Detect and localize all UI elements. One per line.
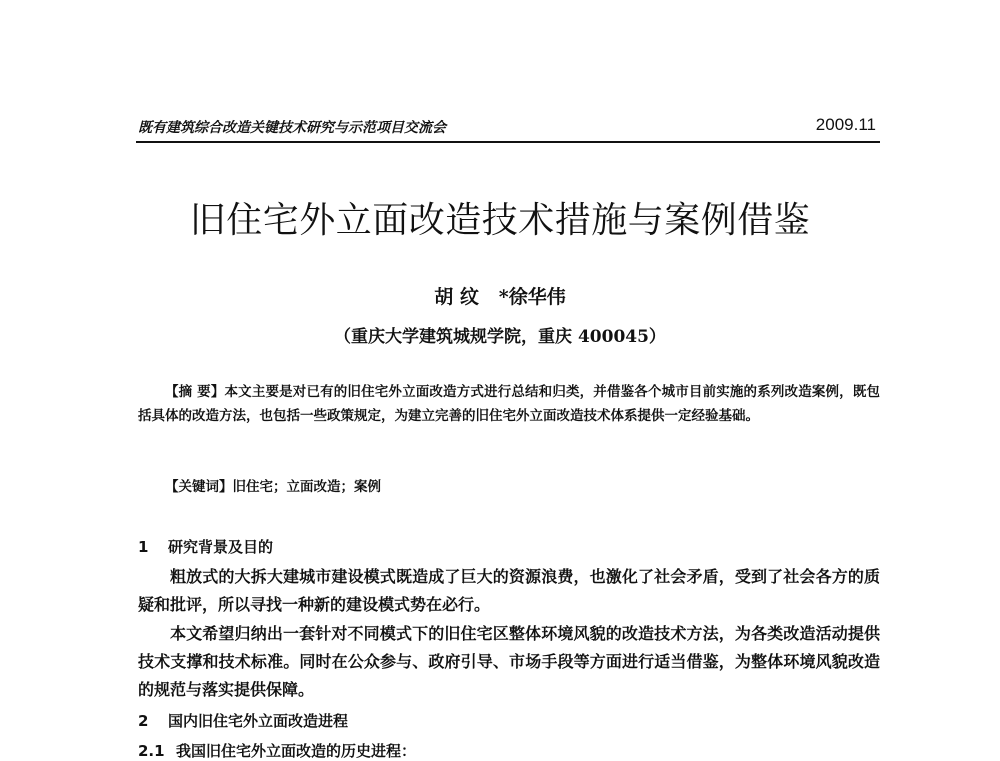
section-number: 2 xyxy=(138,712,149,730)
paragraph-2: 本文希望归纳出一套针对不同模式下的旧住宅区整体环境风貌的改造技术方法，为各类改造活动提供技术支撑和技术标准。同时在公众参与、政府引导、市场手段等方面进行适当借鉴，为整体环境风貌改造的规范与落实提供保障。 xyxy=(138,624,880,699)
section-heading-2 xyxy=(138,710,348,731)
subsection-heading-2-1 xyxy=(138,740,416,761)
abstract xyxy=(138,380,880,428)
affiliation: （重庆大学建筑城规学院，重庆 400045） xyxy=(334,327,666,347)
subsection-title: 我国旧住宅外立面改造的历史进程： xyxy=(176,742,417,760)
header-rule xyxy=(136,141,880,143)
subsection-number: 2.1 xyxy=(138,742,165,760)
paragraph-1: 粗放式的大拆大建城市建设模式既造成了巨大的资源浪费，也激化了社会矛盾，受到了社会各方的质疑和批评，所以寻找一种新的建设模式势在必行。 xyxy=(138,567,880,614)
abstract-label: 【摘 要】 xyxy=(165,384,225,400)
section-number: 1 xyxy=(138,538,149,556)
authors: 胡 纹 *徐华伟 xyxy=(434,286,566,308)
abstract-text: 本文主要是对已有的旧住宅外立面改造方式进行总结和归类，并借鉴各个城市目前实施的系列改造案例，既包括具体的改造方法，也包括一些政策规定，为建立完善的旧住宅外立面改造技术体系提供一定经验基础。 xyxy=(138,384,880,424)
keywords-text: 旧住宅；立面改造；案例 xyxy=(232,479,381,495)
keywords-label: 【关键词】 xyxy=(165,479,233,495)
keywords xyxy=(138,475,880,495)
conference-header: 既有建筑综合改造关键技术研究与示范项目交流会 xyxy=(138,120,446,136)
paper-title: 旧住宅外立面改造技术措施与案例借鉴 xyxy=(189,200,811,241)
section-title: 研究背景及目的 xyxy=(168,538,274,556)
header-date: 2009.11 xyxy=(815,115,876,134)
section-title: 国内旧住宅外立面改造进程 xyxy=(168,712,349,730)
section-heading-1 xyxy=(138,536,273,557)
